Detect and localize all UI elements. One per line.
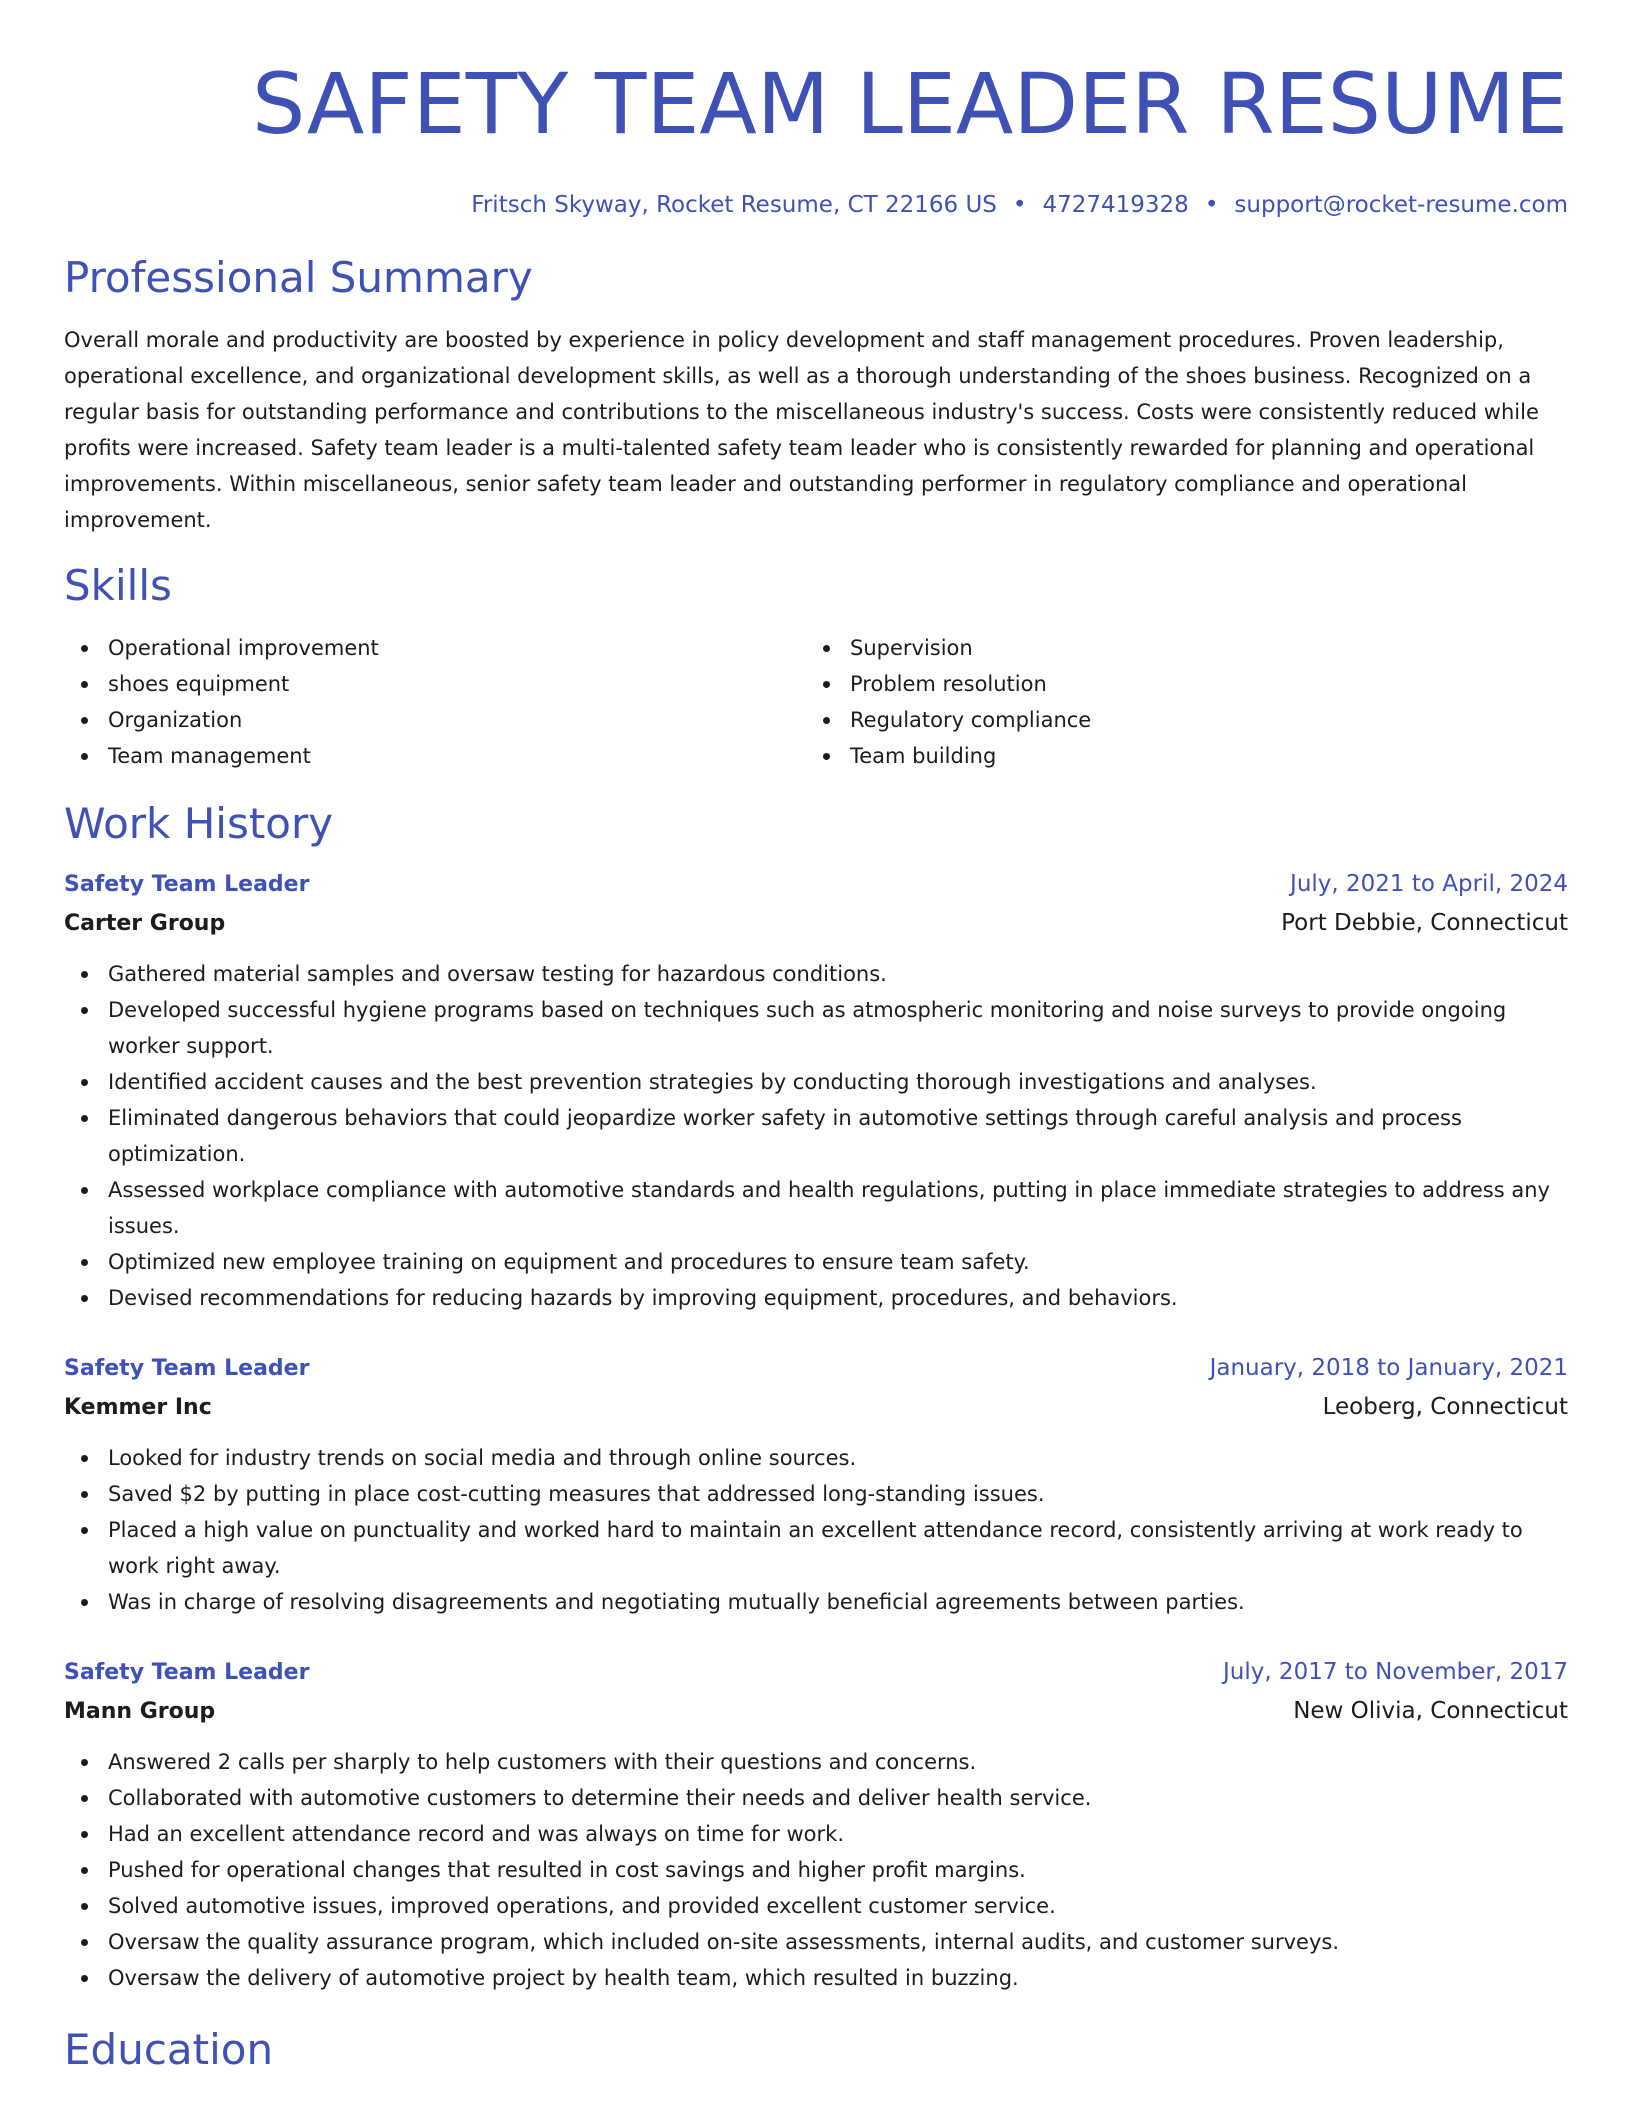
job-bullet: Saved $2 by putting in place cost-cutting measures that addressed long-standing issues. bbox=[64, 1476, 1568, 1512]
skill-item: Organization bbox=[64, 702, 806, 738]
job-dates: July, 2021 to April, 2024 bbox=[1290, 871, 1568, 897]
job-bullet: Developed successful hygiene programs based on techniques such as atmospheric monitoring and noise surveys to provide ongoing worker support. bbox=[64, 992, 1568, 1064]
education-heading: Education bbox=[64, 2025, 274, 2074]
job-bullets bbox=[64, 1744, 1568, 1996]
summary-heading: Professional Summary bbox=[64, 253, 533, 302]
job-dates: January, 2018 to January, 2021 bbox=[1209, 1355, 1568, 1381]
job-company: Carter Group bbox=[64, 911, 226, 936]
contact-line bbox=[64, 190, 1568, 220]
professional-summary-section bbox=[64, 250, 1568, 538]
job-bullet: Looked for industry trends on social media and through online sources. bbox=[64, 1440, 1568, 1476]
skills-list-right bbox=[806, 630, 1548, 774]
job-location: Leoberg, Connecticut bbox=[1322, 1394, 1568, 1420]
resume-header bbox=[64, 0, 1568, 220]
contact-phone: 4727419328 bbox=[1042, 192, 1189, 218]
job-company: Kemmer Inc bbox=[64, 1395, 212, 1420]
contact-email: support@rocket-resume.com bbox=[1234, 192, 1568, 218]
work-history-heading: Work History bbox=[64, 799, 334, 848]
job-bullet: Solved automotive issues, improved operations, and provided excellent customer service. bbox=[64, 1888, 1568, 1924]
work-history-section bbox=[64, 796, 1568, 1996]
skills-column-left bbox=[64, 630, 806, 774]
job-company-row bbox=[64, 1691, 1568, 1732]
job-company-row bbox=[64, 1387, 1568, 1428]
job-bullet: Had an excellent attendance record and was always on time for work. bbox=[64, 1816, 1568, 1852]
contact-address: Fritsch Skyway, Rocket Resume, CT 22166 US bbox=[471, 192, 997, 218]
education-section bbox=[64, 2022, 1568, 2078]
contact-separator: • bbox=[1012, 192, 1027, 218]
job-title: Safety Team Leader bbox=[64, 872, 310, 897]
skills-heading: Skills bbox=[64, 561, 172, 610]
job-bullet: Collaborated with automotive customers to determine their needs and deliver health service. bbox=[64, 1780, 1568, 1816]
skills-grid bbox=[64, 630, 1568, 774]
skills-section bbox=[64, 558, 1568, 774]
job-company: Mann Group bbox=[64, 1699, 216, 1724]
job-bullet: Pushed for operational changes that resulted in cost savings and higher profit margins. bbox=[64, 1852, 1568, 1888]
job-title-row bbox=[64, 1350, 1568, 1387]
job-bullet: Identified accident causes and the best prevention strategies by conducting thorough investigations and analyses. bbox=[64, 1064, 1568, 1100]
job-bullet: Devised recommendations for reducing hazards by improving equipment, procedures, and behaviors. bbox=[64, 1280, 1568, 1316]
skill-item: Regulatory compliance bbox=[806, 702, 1548, 738]
job-bullet: Eliminated dangerous behaviors that could jeopardize worker safety in automotive settings through careful analysis and process optimization. bbox=[64, 1100, 1568, 1172]
job-entry bbox=[64, 1350, 1568, 1620]
skill-item: Team building bbox=[806, 738, 1548, 774]
job-bullet: Answered 2 calls per sharply to help customers with their questions and concerns. bbox=[64, 1744, 1568, 1780]
job-title: Safety Team Leader bbox=[64, 1356, 310, 1381]
job-entry bbox=[64, 1654, 1568, 1996]
skill-item: Team management bbox=[64, 738, 806, 774]
skills-list-left bbox=[64, 630, 806, 774]
skill-item: Operational improvement bbox=[64, 630, 806, 666]
job-bullets bbox=[64, 1440, 1568, 1620]
job-bullet: Placed a high value on punctuality and worked hard to maintain an excellent attendance record, consistently arriving at work ready to work right away. bbox=[64, 1512, 1568, 1584]
job-bullets bbox=[64, 956, 1568, 1316]
job-bullet: Oversaw the quality assurance program, which included on-site assessments, internal audits, and customer surveys. bbox=[64, 1924, 1568, 1960]
job-bullet: Gathered material samples and oversaw testing for hazardous conditions. bbox=[64, 956, 1568, 992]
job-title: Safety Team Leader bbox=[64, 1660, 310, 1685]
skill-item: Problem resolution bbox=[806, 666, 1548, 702]
job-location: New Olivia, Connecticut bbox=[1293, 1698, 1568, 1724]
skill-item: Supervision bbox=[806, 630, 1548, 666]
job-location: Port Debbie, Connecticut bbox=[1281, 910, 1568, 936]
job-bullet: Oversaw the delivery of automotive project by health team, which resulted in buzzing. bbox=[64, 1960, 1568, 1996]
job-bullet: Optimized new employee training on equipment and procedures to ensure team safety. bbox=[64, 1244, 1568, 1280]
resume-title: SAFETY TEAM LEADER RESUME bbox=[251, 55, 1568, 153]
job-bullet: Assessed workplace compliance with automotive standards and health regulations, putting in place immediate strategies to address any issues. bbox=[64, 1172, 1568, 1244]
job-bullet: Was in charge of resolving disagreements and negotiating mutually beneficial agreements between parties. bbox=[64, 1584, 1568, 1620]
job-title-row bbox=[64, 866, 1568, 903]
job-dates: July, 2017 to November, 2017 bbox=[1222, 1659, 1568, 1685]
job-title-row bbox=[64, 1654, 1568, 1691]
summary-text: Overall morale and productivity are boosted by experience in policy development and staff management procedures. Proven leadership, operational excellence, and organizational development skills, as well as a thorough understanding of the shoes business. Recognized on a regular basis for outstanding performance and contributions to the miscellaneous industry's success. Costs were consistently reduced while profits were increased. Safety team leader is a multi-talented safety team leader who is consistently rewarded for planning and operational improvements. Within miscellaneous, senior safety team leader and outstanding performer in regulatory compliance and operational improvement. bbox=[64, 328, 1539, 532]
job-company-row bbox=[64, 903, 1568, 944]
contact-separator: • bbox=[1204, 192, 1219, 218]
skill-item: shoes equipment bbox=[64, 666, 806, 702]
skills-column-right bbox=[806, 630, 1548, 774]
job-entry bbox=[64, 866, 1568, 1316]
